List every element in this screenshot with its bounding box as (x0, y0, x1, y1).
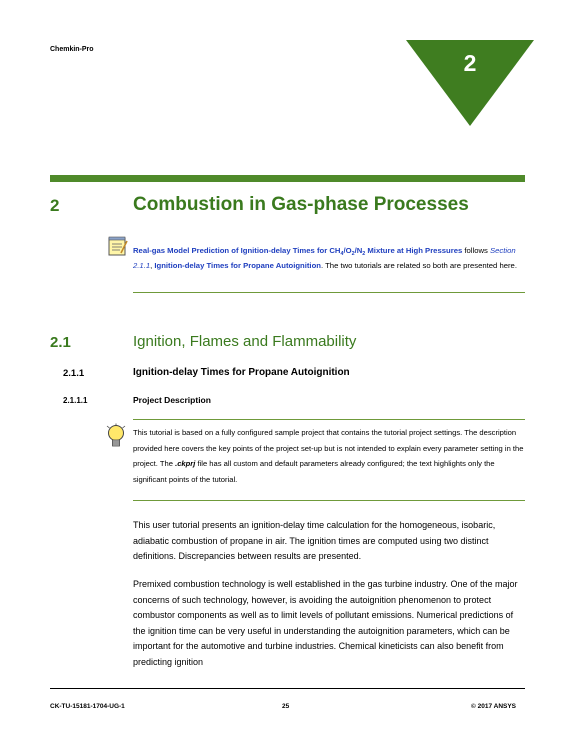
body-paragraph: Premixed combustion technology is well established in the gas turbine industry. One of the major concerns of such technology, however, is avoiding the autoignition phenomenon to protect combustor components as well as to limit levels of pollutant emissions. Numerical predictions of the ignition time can be very useful in understanding the autoignition parameters, which can be important for the automotive and turbine industries. Chemical kineticists can also benefit from predicting ignition (133, 579, 518, 667)
tip-divider-top (133, 419, 525, 420)
footer-doc-id: CK-TU-15181-1704-UG-1 (50, 703, 125, 710)
chapter-title: Combustion in Gas-phase Processes (133, 194, 469, 215)
tutorial-link[interactable]: Ignition-delay Times for Propane Autoignition (154, 261, 321, 270)
footer-rule (50, 688, 525, 689)
section-2-1-1-title: Ignition-delay Times for Propane Autoignition (133, 367, 350, 378)
note-divider (133, 292, 525, 293)
section-2-1-number: 2.1 (50, 334, 71, 351)
chapter-badge-number: 2 (463, 50, 477, 76)
chapter-rule (50, 175, 525, 182)
note-text: Real-gas Model Prediction of Ignition-delay Times for $CH_4/O_2/N_2$ Mixture at High Pressures follows Section 2.1.1, Ignition-delay Times for Propane Autoignition. The two tutorials are related so both are presented here. (133, 246, 517, 270)
chapter-number: 2 (50, 196, 60, 215)
lightbulb-icon (104, 423, 128, 449)
section-ref-link[interactable]: Section 2.1.1 (133, 246, 516, 270)
section-2-1-1-1-number: 2.1.1.1 (63, 396, 88, 405)
section-2-1-title: Ignition, Flames and Flammability (133, 333, 357, 350)
page-number: 25 (282, 703, 290, 710)
tip-divider-bottom (133, 500, 525, 501)
section-2-1-1-1-title: Project Description (133, 395, 211, 405)
running-header: Chemkin-Pro (50, 46, 94, 53)
tip-text: This tutorial is based on a fully configured sample project that contains the tutorial project settings. The description provided here covers the key points of the project set-up but is not intended to explain every parameter setting in the project. The .ckprj file has all custom and default parameters already configured; the text highlights only the significant points of the tutorial. (133, 428, 524, 484)
file-extension: .ckprj (175, 459, 196, 469)
body-paragraph: This user tutorial presents an ignition-delay time calculation for the homogeneous, isobaric, adiabatic combustion of propane in air. The ignition times are computed using two distinct definitions. Discrepancies between results are presented. (133, 520, 496, 562)
section-2-1-1-number: 2.1.1 (63, 368, 85, 379)
note-pad-icon (107, 235, 129, 257)
footer-copyright: © 2017 ANSYS (471, 703, 517, 710)
note-link-title[interactable]: Real-gas Model Prediction of Ignition-delay Times for $CH_4/O_2/N_2$ Mixture at High Pressures (133, 246, 463, 257)
